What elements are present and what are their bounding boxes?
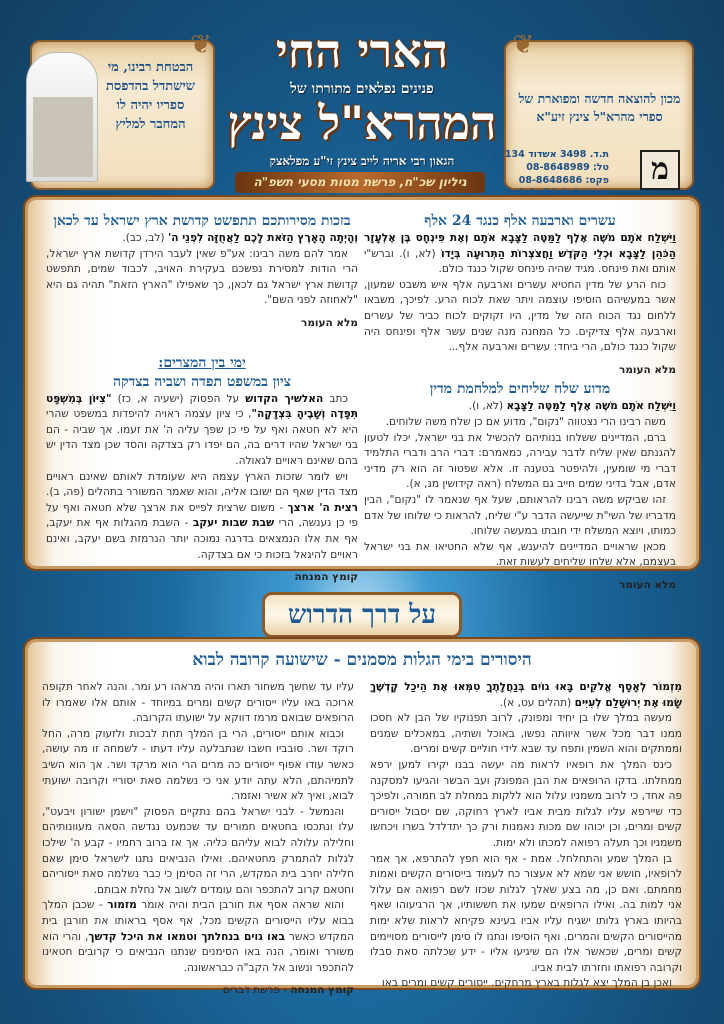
article-kicker: ימי בין המצרים: xyxy=(158,354,246,371)
article-title: עשרים וארבעה אלף כנגד 24 אלף xyxy=(424,213,616,229)
article-source: מלא העומר xyxy=(619,578,676,591)
address: ת.ד. 3498 אשדוד 77134 xyxy=(491,149,609,160)
promise-text: הבטחת רבינו, מי שישתדל בהדפסת ספריו יהיה לו המחבר למליץ xyxy=(106,60,195,132)
article-paragraph: כוח הרע של מדין החטיא עשרים וארבעה אלף איש משבט שמעון, אשר במעשיהם הוסיפו עוצמה ויתר שאת לכוח הרע. לפיכך, משבאו ללחום נגד הכוח הזה של מדין, היו זקוקים לכוח כביר של עשרים וארבעה אלף צדיקים. כל המחנה מנה שנים עשר אלף ופינחס היה שקול כנגד כולם, הרי ביחד: עשרים וארבעה אלף... xyxy=(364,278,676,354)
email-link[interactable]: tzintz@tzintz.org xyxy=(507,187,609,199)
article-paragraph: ואכן בן המלך יצא לגלות בארץ מרחקים. ייסורים קשים ומרים באו xyxy=(381,977,672,990)
article-paragraph: והנמשל - לבני ישראל בהם נתקיים הפסוק "וישמן ישורון ויבעט", עלו ונתכסו בחטאים חמורים עד שכמעט נגדשה הסאה מעוונותיהם וחלילה עלולה לבוא עליהם כליה. אך אז ברוב רחמיו - קבע ה' שילכו לגלות להתמרק מחטאיהם. ואילו הנביאים נתנו לישראל סימן שאם חלילה יחרב בית המקדש, הרי זה הסימן כי כבר נשלמה סאת ייסוריהם וחטאם קרוב להתכפר והם עומדים לשוב אל נחלת אבותם. xyxy=(42,805,354,896)
author-name: המהרא"ל צינץ xyxy=(227,96,497,150)
ornament-icon: ❦ xyxy=(512,30,534,60)
contact-info xyxy=(492,148,609,200)
main-article-right-column xyxy=(370,680,682,992)
article-paragraph: והוא שראה אסף את חורבן הבית והיה אומר מזמור - שכבן המלך בבוא עליו הייסורים הקשים מכל, אף אסף בראותו את חורבן בית המקדש כאשר באו גוים בנחלתך וטמאו את היכל קדשך, והרי הוא משורר ואומר, הנה באו הסימנים שנתנו הנביאים כי קרובים חטאינו להתכפר ונשוב אל הקב"ה כבראשונה. xyxy=(42,899,354,974)
logo: מ xyxy=(640,150,680,190)
article-paragraph: מכאן שראויים המדיינים להיענש, אף שלא החטיאו את בני ישראל בעצמם, אלא שלחו שליחים לעשות זאת. xyxy=(364,540,676,569)
section-banner: על דרך הדרוש xyxy=(262,592,462,638)
article-body: מִזְמוֹר לְאָסָף אֱלֹקִים בָּאוּ גוֹיִם בְּנַחֲלָתֶךָ טִמְּאוּ אֶת הֵיכַל קָדְשֶׁךָ שָׂמוּ אֶת יְרוּשָׁלַם לְעִיִּים (תהלים עט, א). xyxy=(370,681,682,709)
top-panel xyxy=(28,200,696,591)
author-full-name: הגאון רבי אריה לייב צינץ זי"ע מפלאצק xyxy=(269,154,455,168)
article-title: מדוע שלח שליחים למלחמת מדין xyxy=(429,381,611,398)
fax: פקס: 08-8648686 xyxy=(518,175,609,186)
article-paragraph: וכבוא אותם ייסורים, הרי בן המלך תחת לבכות ולזעוק מרה, החל רוקד ושר. סובביו חשבו שנתבלעה עליו דעתו - לשמחה זו מה עושה, כאשר עודו אפוף ייסורים כה מרים הרי הוא מרקד ושר. אך הוא השיב לתמיהתם, הלא עתה יודע אני כי נשלמה סאת יסוריי וקרובה ישועתי לבוא, ואיך לא אשיר ואזמר. xyxy=(42,727,354,803)
article-body: וְהָיְתָה הָאָרֶץ הַזֹּאת לָכֶם לַאֲחֻזָּה לִפְנֵי ה' (לב, כב). xyxy=(122,232,358,244)
issue-label: גיליון שכ"ח, פרשת מטות מסעי תשפ"ה xyxy=(235,172,485,193)
article-source: קומץ המנחה - פרשת דברים xyxy=(222,984,354,997)
main-article-left-column xyxy=(42,680,354,999)
article-body: כתב האלשיך הקדוש על הפסוק (ישעיה א, כז) "צִיּוֹן בְּמִשְׁפָּט תִּפָּדֶה וְשָׁבֶיהָ בִּצְדָקָה", כי ציון עצמה ראויה להיפדות במשפט שהרי היא לא חטאה ואף על פי כן שפך עליה ה' את זעמו. אך שביה - הם בני ישראל שהיו דרים בה, הם יפדו רק בצדקה והסד שכן מצד הדין יש בהם שאינם ראויים לגאולה. xyxy=(46,392,358,467)
publication-subtitle: פנינים נפלאים מתורתו של xyxy=(290,81,434,97)
plaque-image xyxy=(26,52,98,182)
article-paragraph: עליו עד שחשך משחור תארו והיה מראהו רע ומר. והנה לאחר תקופה ארוכה באו עליו ייסורים קשים ומרים במיוחד - אותם אלו שאמרו לו הרופאים שבואם מרמז דווקא על ישועתו הקרובה. xyxy=(42,681,354,725)
article-source: קומץ המנחה xyxy=(294,571,358,584)
article-paragraph: משה רבינו הרי נצטווה "נקום", מדוע אם כן שלח משה שלוחים. xyxy=(385,415,666,428)
article-paragraph: אמר להם משה רבינו: אע"פ שאין לעבר הירדן קדושת ארץ ישראל, הרי הודות למסירת נפשכם בעקירת האויב, לכבוד שמים, תתפשט קדושת ארץ ישראל גם לכאן, כך שאפילו "הארץ הזאת" תהיה גם היא "לאחוזה לפני השם". xyxy=(46,247,358,307)
article-source: מלא העומר xyxy=(619,363,676,376)
article-body: וַיִּשְׁלַח אֹתָם מֹשֶׁה אֶלֶף לַמַּטֶּה לַצָּבָא (לא, ו). xyxy=(468,400,676,413)
article-column-right xyxy=(364,212,676,593)
phone: טל: 08-8648989 xyxy=(526,162,609,173)
ornament-icon: ❦ xyxy=(190,30,212,60)
article-paragraph: ויש לומר שזכות הארץ עצמה היא שעומדת לאותם שאינם ראויים מצד הדין שאף הם ישובו אליה, והוא שאמר המשורר בתהלים (פה, ב). רצית ה' ארצך - משום שרצית לפייס את ארצך שלא חטאה ואף על פי כן נענשה, הרי שבת שבות יעקב - השבת מהגלות אף את יעקב, אף את אלו הנמצאים בדרגה נמוכה יותר הנרמזת בשם יעקב, ואינם ראויים להיגאל בזכות כי אם בצדקה. xyxy=(46,470,358,561)
article-title: ציון במשפט תפדה ושביה בצדקה xyxy=(113,373,291,390)
main-article-title: היסורים בימי הגלות מסמנים - שישועה קרובה לבוא xyxy=(192,650,532,670)
article-title: בזכות מסירותכם תתפשט קדושת ארץ ישראל עד לכאן xyxy=(53,213,351,229)
article-paragraph: ברם, המדיינים ששלחו בנותיהם להכשיל את בני ישראל, יכלו לטעון להגנתם שאין שליח לדבר עבירה, כמאמרם: דברי הרב ודברי התלמיד דברי מי שומעין, ולהיפטר בטענה זו. אלא שפטור זה הוא רק מדיני אדם, אבל בדיני שמים חייב גם המשלח (ראה קידושין מג, א). xyxy=(364,431,676,491)
article-body: וַיִּשְׁלַח אֹתָם מֹשֶׁה אֶלֶף לַמַּטֶּה לַצָּבָא אֹתָם וְאֶת פִּינְחָס בֶּן אֶלְעָזָר הַכֹּהֵן לַצָּבָא וּכְלֵי הַקֹּדֶשׁ וַחֲצֹצְרוֹת הַתְּרוּעָה בְּיָדוֹ (לא, ו). וברש"י אותם ואת פינחס. מגיד שהיה פינחס שקול כנגד כולם. xyxy=(364,232,676,276)
publication-title: הארי החי xyxy=(275,24,449,78)
article-paragraph: כינס המלך את רופאיו לראות מה יעשה בבנו יקירו למען ירפא ממחלתו. בדקו הרופאים את הבן המפונק ועב הבשר והגיעו למסקנה פה אחד, כי לרוב משמניו עלול הוא ללקות במחלת לב חמורה, ולפיכך כדי שיירפא עליו לגלות מבית אביו לארץ רחוקה, שם יסבול ייסורים קשים ומרים, וכן יכוהו שם מכות נאמנות ורק כך יתדלדל בשרו ויכחשו משמניו וכך תעלה רפואה למכתו ולא ימות. xyxy=(370,758,682,849)
article-paragraph: בן המלך שמע והתחלחל. אמת - אף הוא חפץ להתרפא, אך אמר לרופאיו, חושש אני שמא לא אעצור כח לעמוד בייסורים הקשים ואמות מחמתם. ואם כן, מה בצע שאלך לגלות שכזו לשם רפואה אם עלול אני למות בה. ואילו הרופאים שמעו את חששותיו, אך הרגיעוהו שאף בהיותו בארץ גלותו ישגיח עליו אביו בעינא פקיחא לראות שלא ימות מהייסורים הקשים והמרים. ואף הוסיפו ונתנו לו סימן לייסורים מסויימים קשים ומרים, שכאשר אלו הם שיגיעו אליו - ידע שכלתה סאת סבלו וקרובה רפואתו וחזרתו לבית אביו. xyxy=(370,852,682,974)
article-source: מלא העומר xyxy=(301,316,358,329)
institute-name: מכון להוצאה חדשה ומפוארת של ספרי מהרא"ל צינץ זיע"א xyxy=(518,91,681,124)
article-paragraph: זהו שביקש משה רבינו להראותם, שעל אף שנאמר לו "נקום", הבין מדבריו של השי"ת שייעשה הדבר ע"י שליח, להראות כי שלוחו של אדם כמותו, ויוצא המשלח ידי חובתו במעשה שלוחו. xyxy=(364,493,676,538)
article-paragraph: מעשה במלך שלו בן יחיד ומפונק, לרוב תפנוקיו של הבן לא חסכו ממנו דבר מכל אשר איוותה נפשו, באוכל ושתיה, במאכלים שמנים וממתקים והוא השמין ותפח עד שבא לידי חוליים קשים ומרים. xyxy=(370,712,682,756)
masthead xyxy=(0,0,724,199)
article-column-left xyxy=(46,212,358,586)
